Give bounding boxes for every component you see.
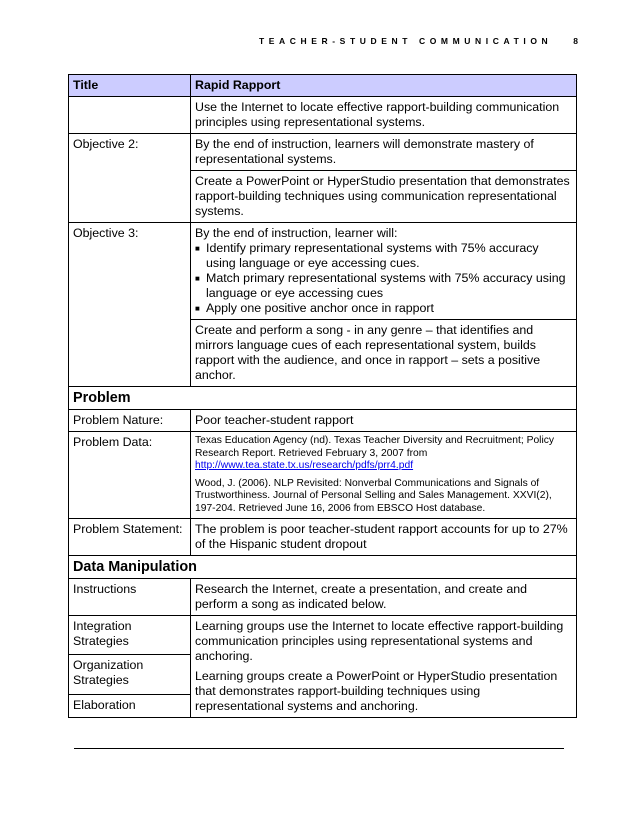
tea-report-link[interactable]: http://www.tea.state.tx.us/research/pdfs/prr4.pdf — [195, 460, 414, 471]
square-bullet-icon: ■ — [195, 274, 200, 283]
problem-data-refs — [191, 432, 577, 519]
running-head-title: TEACHER-STUDENT COMMUNICATION — [258, 36, 553, 46]
bullet-item: ■ Match primary representational systems with 75% accuracy using language or eye accessing cues — [195, 271, 566, 300]
bullet-item: ■ Identify primary representational systems with 75% accuracy using language or eye accessing cues. — [195, 241, 539, 270]
problem-nature-value: Poor teacher-student rapport — [191, 410, 577, 432]
table-row — [69, 410, 577, 432]
running-head — [259, 36, 578, 46]
bullet-item: ■ Apply one positive anchor once in rapport — [195, 301, 434, 315]
section-row — [69, 387, 577, 410]
objective3-activity: Create and perform a song - in any genre – that identifies and mirrors language cues of each representational system, builds rapport with the audience, and once in rapport – sets a positive anchor. — [191, 320, 577, 387]
objective2-text: By the end of instruction, learners will demonstrate mastery of representational systems. — [191, 134, 577, 171]
elaboration-label: Elaboration — [69, 694, 191, 717]
instructions-label: Instructions — [69, 579, 191, 616]
instructions-value: Research the Internet, create a presentation, and create and perform a song as indicated below. — [191, 579, 577, 616]
table-row — [69, 223, 577, 320]
objective3-intro: By the end of instruction, learner will: — [195, 226, 398, 240]
footer-rule — [74, 748, 564, 749]
lesson-plan-table — [68, 74, 577, 718]
page-number: 8 — [573, 36, 578, 46]
strategies-text-1: Learning groups use the Internet to locate effective rapport-building communication principles using representational systems and anchoring. — [195, 619, 564, 663]
strategies-text — [191, 616, 577, 718]
section-row — [69, 556, 577, 579]
reference-tea: Texas Education Agency (nd). Texas Teacher Diversity and Recruitment; Policy Research Report. Retrieved February 3, 2007 from http://www.tea.state.tx.us/research/pdfs/prr4.pdf — [195, 435, 555, 471]
problem-nature-label: Problem Nature: — [69, 410, 191, 432]
table-row — [69, 432, 577, 519]
reference-wood: Wood, J. (2006). NLP Revisited: Nonverbal Communications and Signals of Trustworthiness. Journal of Personal Selling and Sales Management. XXVI(2), 197-204. Retrieved June 16, 2006 from EBSCO Host database. — [195, 477, 552, 514]
square-bullet-icon: ■ — [195, 304, 200, 313]
table-row — [69, 97, 577, 134]
table-row — [69, 519, 577, 556]
problem-statement-value: The problem is poor teacher-student rapport accounts for up to 27% of the Hispanic student dropout — [191, 519, 577, 556]
header-label: Title — [69, 75, 191, 97]
table-row — [69, 134, 577, 171]
organization-strategies-label: Organization Strategies — [69, 655, 191, 694]
empty-cell — [69, 97, 191, 134]
problem-data-label: Problem Data: — [69, 432, 191, 519]
objective1-cont: Use the Internet to locate effective rapport-building communication principles using representational systems. — [191, 97, 577, 134]
strategies-text-2: Learning groups create a PowerPoint or HyperStudio presentation that demonstrates rapport-building techniques using representational systems and anchoring. — [195, 669, 558, 713]
table-row — [69, 579, 577, 616]
table-header-row — [69, 75, 577, 97]
objective2-label: Objective 2: — [69, 134, 191, 223]
header-title: Rapid Rapport — [191, 75, 577, 97]
problem-statement-label: Problem Statement: — [69, 519, 191, 556]
table-row — [69, 616, 577, 655]
objective3-cell — [191, 223, 577, 320]
objective2-activity: Create a PowerPoint or HyperStudio presentation that demonstrates rapport-building techniques using communication representational systems. — [191, 171, 577, 223]
integration-strategies-label: Integration Strategies — [69, 616, 191, 655]
square-bullet-icon: ■ — [195, 244, 200, 253]
section-heading-problem: Problem — [69, 387, 577, 410]
section-heading-data-manipulation: Data Manipulation — [69, 556, 577, 579]
objective3-label: Objective 3: — [69, 223, 191, 387]
